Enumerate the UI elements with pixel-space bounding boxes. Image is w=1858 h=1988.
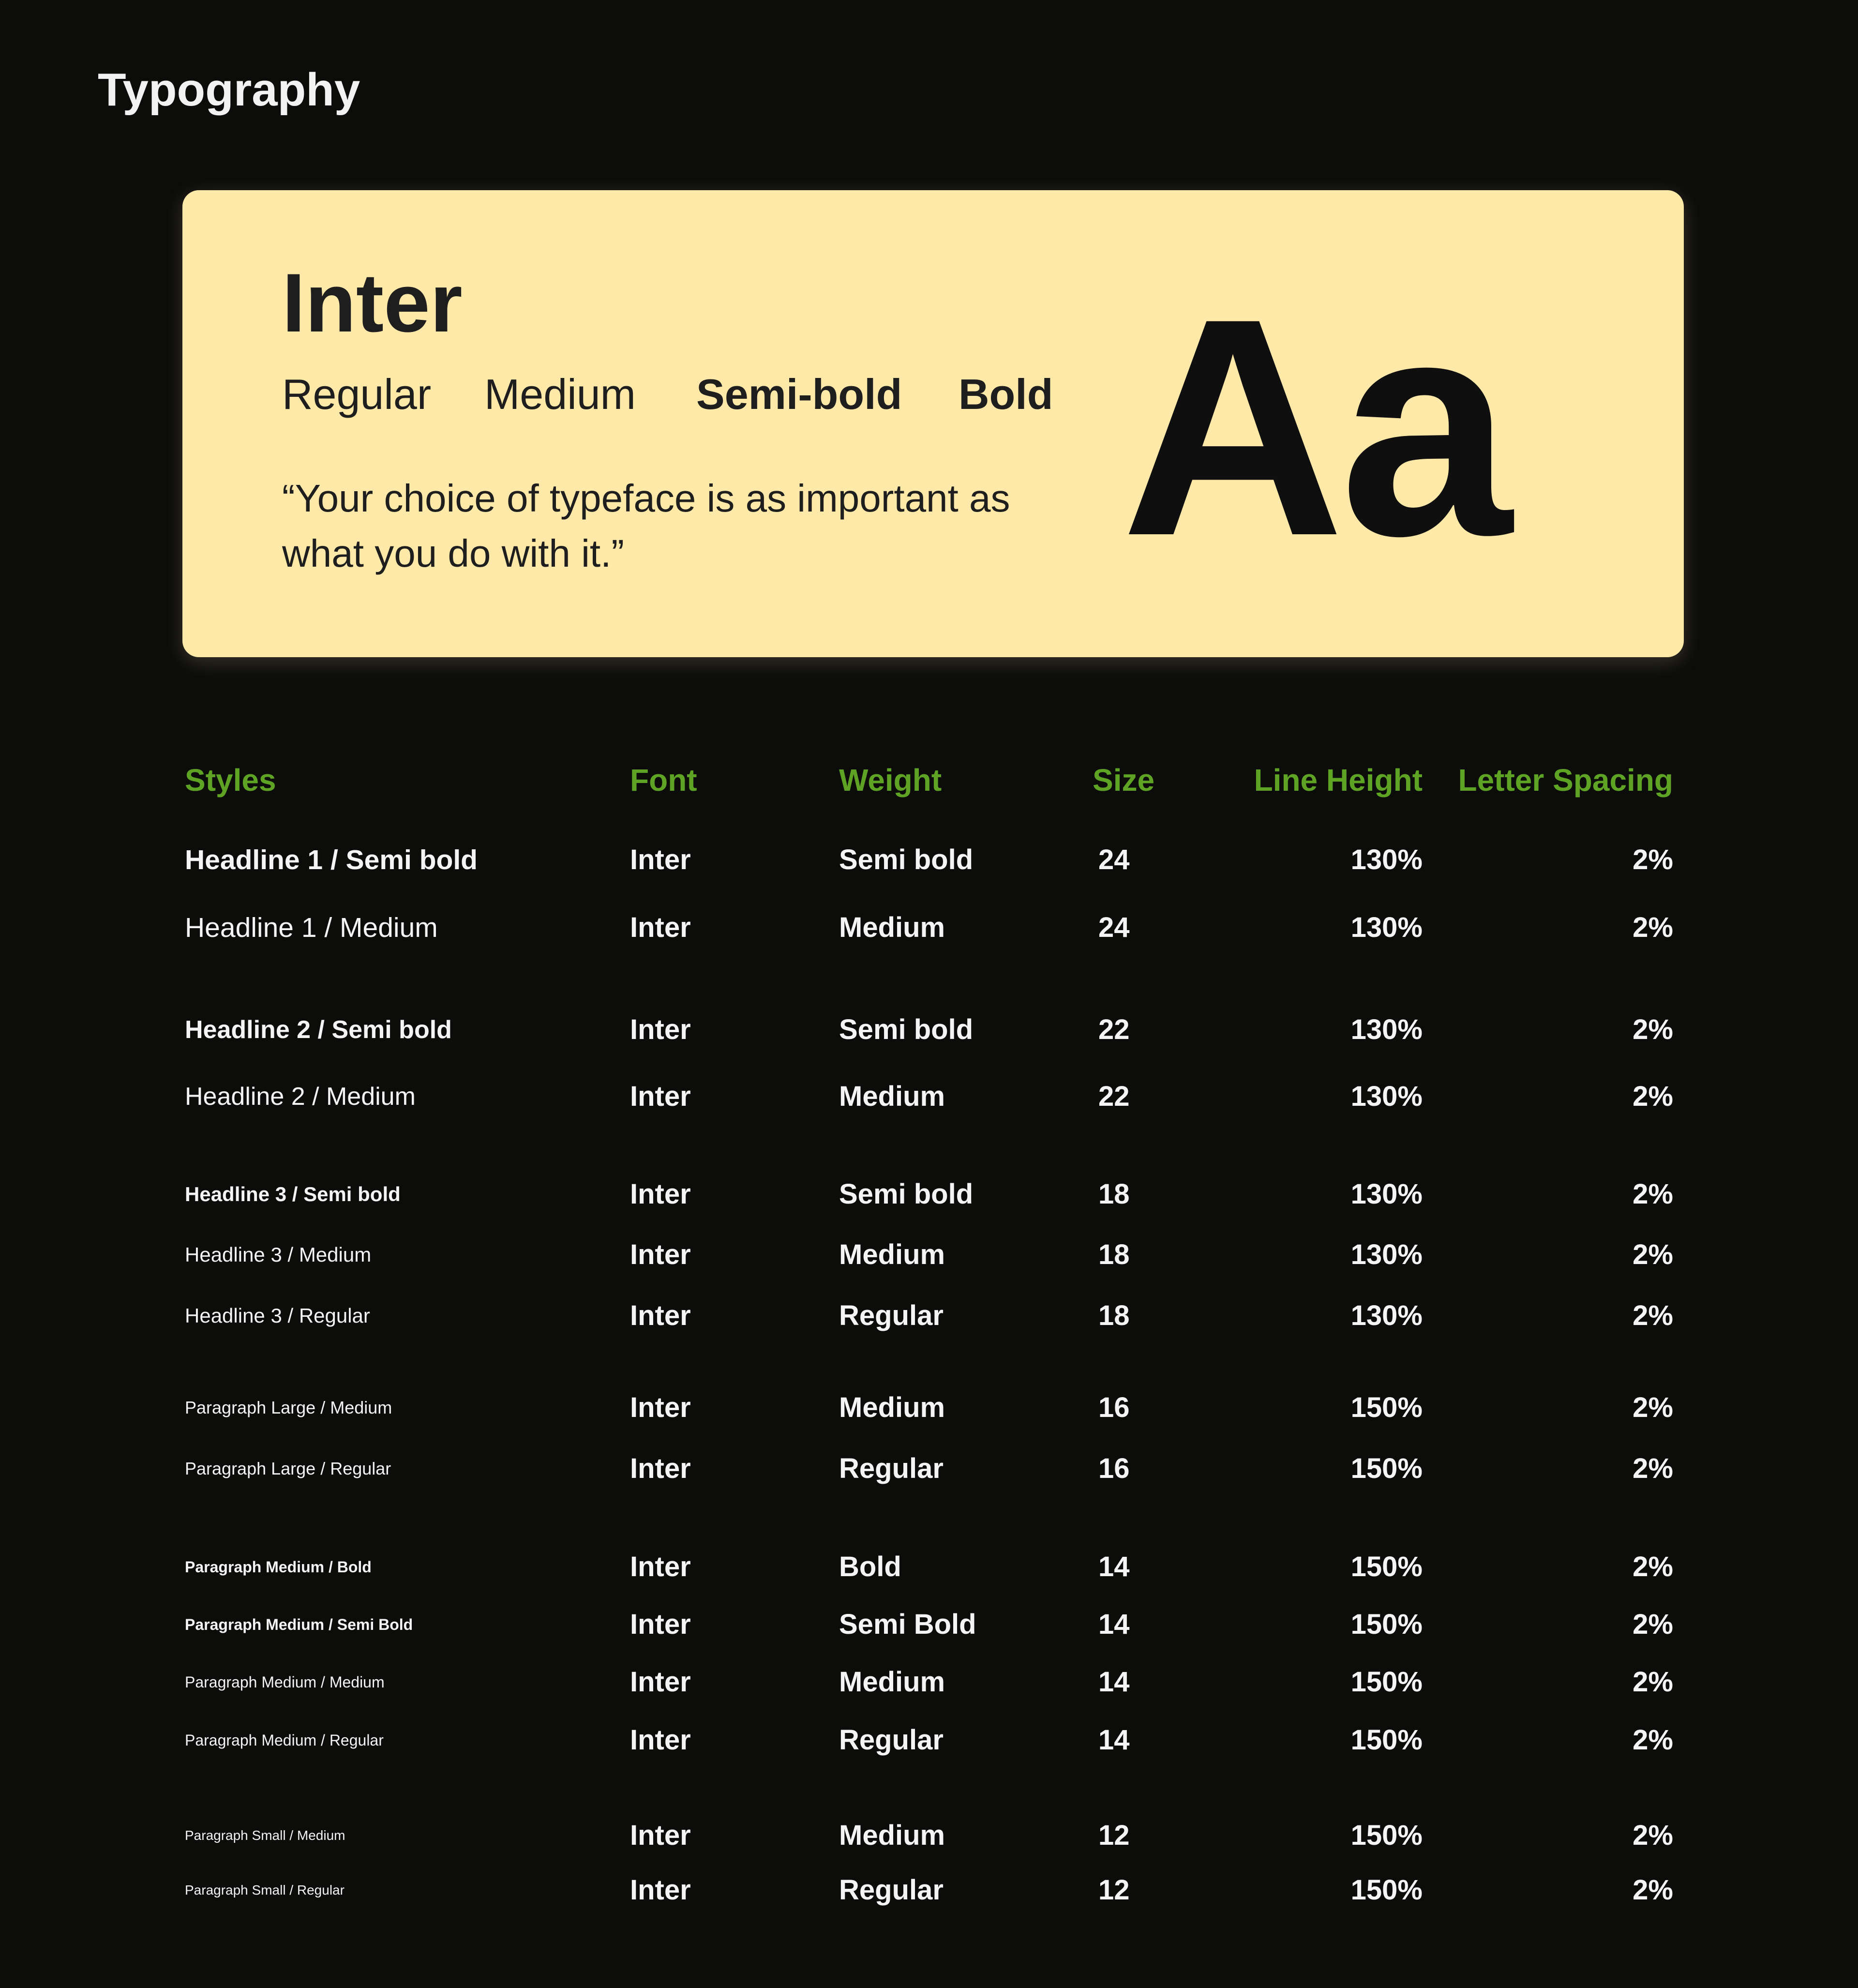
table-row <box>0 1391 1858 1430</box>
size-cell: 14 <box>1098 1551 1130 1582</box>
size-cell: 18 <box>1098 1300 1130 1331</box>
style-name-cell: Paragraph Medium / Semi Bold <box>185 1616 413 1633</box>
letter-spacing-cell: 2% <box>1633 1551 1673 1582</box>
font-specimen: Aa <box>1121 254 1508 600</box>
table-row <box>0 1177 1858 1216</box>
letter-spacing-cell: 2% <box>1633 1178 1673 1210</box>
table-row <box>0 1299 1858 1338</box>
weight-cell: Medium <box>839 1392 945 1423</box>
font-cell: Inter <box>630 1724 691 1756</box>
weight-cell: Semi bold <box>839 844 974 875</box>
weight-cell: Medium <box>839 1239 945 1270</box>
style-name-cell: Headline 2 / Semi bold <box>185 1016 452 1044</box>
letter-spacing-cell: 2% <box>1633 1724 1673 1756</box>
line-height-cell: 150% <box>1350 1609 1423 1640</box>
letter-spacing-cell: 2% <box>1633 1820 1673 1851</box>
style-name-cell: Headline 3 / Medium <box>185 1243 372 1266</box>
weight-cell: Bold <box>839 1551 901 1582</box>
table-header <box>0 762 1858 801</box>
font-quote: “Your choice of typeface is as important as what you do with it.” <box>282 477 1010 575</box>
font-cell: Inter <box>630 1820 691 1851</box>
table-row <box>0 843 1858 882</box>
letter-spacing-cell: 2% <box>1633 1666 1673 1698</box>
letter-spacing-cell: 2% <box>1633 1392 1673 1423</box>
letter-spacing-cell: 2% <box>1633 1239 1673 1270</box>
size-cell: 14 <box>1098 1609 1130 1640</box>
style-name-cell: Paragraph Medium / Medium <box>185 1673 385 1691</box>
table-row <box>0 1452 1858 1491</box>
weight-cell: Medium <box>839 1820 945 1851</box>
size-cell: 24 <box>1098 912 1130 943</box>
line-height-cell: 150% <box>1350 1392 1423 1423</box>
letter-spacing-cell: 2% <box>1633 1300 1673 1331</box>
table-row <box>0 1873 1858 1912</box>
size-cell: 22 <box>1098 1014 1130 1045</box>
column-header-letter-spacing: Letter Spacing <box>1458 763 1673 798</box>
weight-cell: Semi Bold <box>839 1609 976 1640</box>
line-height-cell: 150% <box>1350 1820 1423 1851</box>
style-name-cell: Paragraph Small / Regular <box>185 1883 345 1898</box>
style-name-cell: Headline 2 / Medium <box>185 1083 416 1111</box>
style-name-cell: Paragraph Large / Medium <box>185 1398 392 1417</box>
column-header-size: Size <box>1093 763 1155 798</box>
size-cell: 14 <box>1098 1724 1130 1756</box>
table-row <box>0 1080 1858 1118</box>
font-cell: Inter <box>630 1874 691 1906</box>
letter-spacing-cell: 2% <box>1633 912 1673 943</box>
font-cell: Inter <box>630 844 691 875</box>
font-cell: Inter <box>630 1609 691 1640</box>
column-header-line-height: Line Height <box>1254 763 1423 798</box>
style-name-cell: Paragraph Medium / Bold <box>185 1558 372 1576</box>
weight-semibold-sample: Semi-bold <box>696 370 902 418</box>
style-name-cell: Headline 1 / Semi bold <box>185 844 478 875</box>
weight-regular-sample: Regular <box>282 370 432 418</box>
font-cell: Inter <box>630 1239 691 1270</box>
size-cell: 14 <box>1098 1666 1130 1698</box>
style-name-cell: Paragraph Small / Medium <box>185 1828 345 1843</box>
table-row <box>0 1550 1858 1589</box>
weight-cell: Regular <box>839 1874 944 1906</box>
letter-spacing-cell: 2% <box>1633 1609 1673 1640</box>
font-cell: Inter <box>630 1014 691 1045</box>
weight-cell: Semi bold <box>839 1014 974 1045</box>
column-header-font: Font <box>630 763 697 798</box>
line-height-cell: 130% <box>1350 1239 1423 1270</box>
line-height-cell: 130% <box>1350 1178 1423 1210</box>
size-cell: 12 <box>1098 1820 1130 1851</box>
table-row <box>0 1665 1858 1704</box>
font-card <box>182 190 1684 657</box>
size-cell: 24 <box>1098 844 1130 875</box>
weight-cell: Medium <box>839 1081 945 1112</box>
font-cell: Inter <box>630 1453 691 1484</box>
weight-cell: Regular <box>839 1300 944 1331</box>
weight-medium-sample: Medium <box>484 370 636 418</box>
font-cell: Inter <box>630 912 691 943</box>
letter-spacing-cell: 2% <box>1633 1874 1673 1906</box>
table-row <box>0 1819 1858 1857</box>
letter-spacing-cell: 2% <box>1633 844 1673 875</box>
line-height-cell: 150% <box>1350 1666 1423 1698</box>
weight-bold-sample: Bold <box>959 370 1053 418</box>
style-name-cell: Headline 3 / Regular <box>185 1304 370 1327</box>
letter-spacing-cell: 2% <box>1633 1081 1673 1112</box>
line-height-cell: 150% <box>1350 1551 1423 1582</box>
weight-cell: Regular <box>839 1724 944 1756</box>
letter-spacing-cell: 2% <box>1633 1014 1673 1045</box>
size-cell: 16 <box>1098 1453 1130 1484</box>
column-header-weight: Weight <box>839 763 942 798</box>
style-name-cell: Paragraph Large / Regular <box>185 1459 391 1478</box>
size-cell: 18 <box>1098 1178 1130 1210</box>
line-height-cell: 130% <box>1350 1014 1423 1045</box>
letter-spacing-cell: 2% <box>1633 1453 1673 1484</box>
line-height-cell: 130% <box>1350 1300 1423 1331</box>
font-cell: Inter <box>630 1300 691 1331</box>
font-cell: Inter <box>630 1178 691 1210</box>
table-row <box>0 911 1858 949</box>
style-name-cell: Paragraph Medium / Regular <box>185 1732 384 1749</box>
font-cell: Inter <box>630 1666 691 1698</box>
weight-cell: Regular <box>839 1453 944 1484</box>
font-name: Inter <box>282 256 463 349</box>
line-height-cell: 150% <box>1350 1724 1423 1756</box>
font-cell: Inter <box>630 1081 691 1112</box>
table-row <box>0 1608 1858 1646</box>
size-cell: 18 <box>1098 1239 1130 1270</box>
table-row <box>0 1723 1858 1762</box>
line-height-cell: 130% <box>1350 844 1423 875</box>
weight-cell: Semi bold <box>839 1178 974 1210</box>
weight-cell: Medium <box>839 1666 945 1698</box>
size-cell: 16 <box>1098 1392 1130 1423</box>
line-height-cell: 130% <box>1350 912 1423 943</box>
line-height-cell: 150% <box>1350 1874 1423 1906</box>
table-row <box>0 1238 1858 1277</box>
style-name-cell: Headline 3 / Semi bold <box>185 1183 401 1205</box>
font-cell: Inter <box>630 1392 691 1423</box>
style-name-cell: Headline 1 / Medium <box>185 912 438 943</box>
size-cell: 22 <box>1098 1081 1130 1112</box>
line-height-cell: 130% <box>1350 1081 1423 1112</box>
weight-cell: Medium <box>839 912 945 943</box>
line-height-cell: 150% <box>1350 1453 1423 1484</box>
size-cell: 12 <box>1098 1874 1130 1906</box>
page-title: Typography <box>98 64 360 116</box>
column-header-styles: Styles <box>185 763 276 798</box>
font-cell: Inter <box>630 1551 691 1582</box>
table-row <box>0 1013 1858 1052</box>
